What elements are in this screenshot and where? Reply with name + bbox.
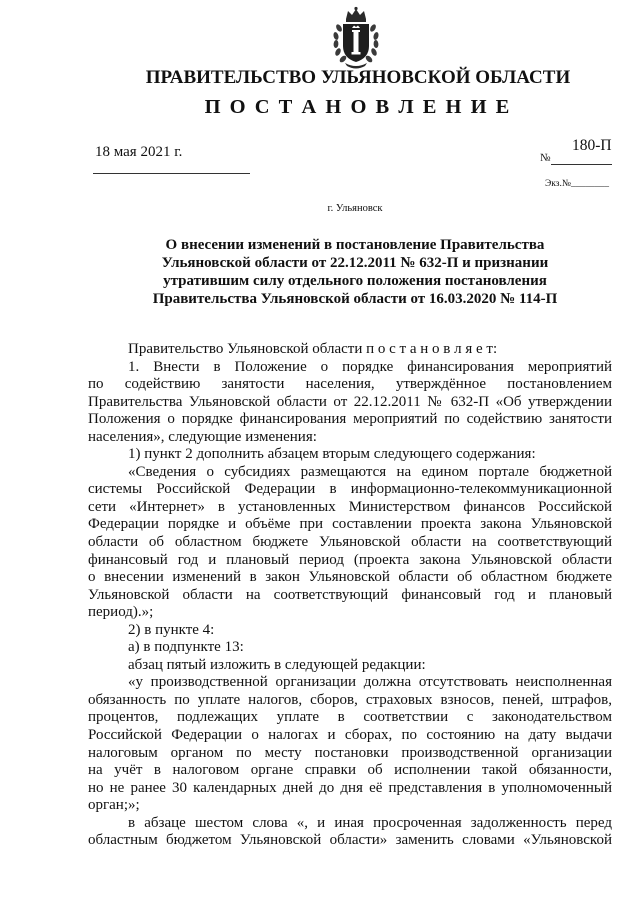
title-line: утратившим силу отдельного положения постановления [163,273,547,289]
body-line: «у производственной организации должна отсутствовать неисполненная [128,674,612,691]
title-line: О внесении изменений в постановление Правительства [165,237,545,253]
body-line: области об областном бюджете Ульяновской области на соответствующий [88,534,612,551]
body-line: Российской Федерации о налогах и сборах, по состоянию на дату выдачи [88,727,612,744]
body-line: на учёт в налоговом органе справки об исполнении такой обязанности, [88,762,612,779]
body-line: Правительства Ульяновской области от 22.12.2011 № 632-П «Об утверждении [88,393,612,410]
body-line: областным бюджетом Ульяновской области» заменить словами «Ульяновской [88,832,612,849]
body-line: населения», следующие изменения: [88,428,317,445]
body-line: финансовый год и плановый период (проекта закона Ульяновской области [88,551,612,568]
body-line: абзац пятый изложить в следующей редакции: [128,656,426,673]
body-line: сети «Интернет» в установленных Министерством финансов Российской [88,498,612,515]
body-line: по содействию занятости населения, утверждённое постановлением [88,376,612,393]
city: г. Ульяновск [327,203,383,214]
body-line: но не ранее 30 календарных дней до дня её представления в уполномоченный [88,779,612,796]
document-body [88,341,612,850]
body-line: налоговым органом по месту постановки производственной организации [88,744,612,761]
body-line: Ульяновской области на соответствующий финансовый год и плановый [88,586,612,603]
body-line: орган;»; [88,797,140,814]
document-date: 18 мая 2021 г. [95,144,183,160]
document-number: 180-П [572,137,612,154]
body-line: «Сведения о субсидиях размещаются на едином портале бюджетной [128,463,612,480]
body-line: процентов, подлежащих уплате в соответствии с законодательством [88,709,612,726]
body-line: период).»; [88,604,154,621]
body-line: а) в подпункте 13: [128,639,244,656]
organization-name: ПРАВИТЕЛЬСТВО УЛЬЯНОВСКОЙ ОБЛАСТИ [145,67,571,88]
body-line: 1) пункт 2 дополнить абзацем вторым следующего содержания: [128,446,536,463]
title-line: Ульяновской области от 22.12.2011 № 632-П и признании [161,255,549,271]
date-underline [93,173,250,174]
number-sign: № [540,152,551,164]
body-line: Федерации порядке и объёме при составлении проекта закона Ульяновской [88,516,612,533]
body-line: Положения о порядке финансирования мероприятий по содействию занятости [88,411,612,428]
number-underline [551,164,612,165]
title-line: Правительства Ульяновской области от 16.03.2020 № 114-П [152,291,558,307]
body-line: в абзаце шестом слова «, и иная просроченная задолженность перед [128,814,612,831]
body-line: 2) в пункте 4: [128,621,215,638]
body-line: о внесении изменений в закон Ульяновской области об областном бюджете [88,569,612,586]
body-line: обязанность по уплате налогов, сборов, страховых взносов, пеней, штрафов, [88,691,612,708]
document-title [90,236,620,308]
body-line: Правительство Ульяновской области п о с т а н о в л я е т: [128,341,498,357]
copy-number-label: Экз.№________ [545,179,609,189]
body-line: 1. Внести в Положение о порядке финансирования мероприятий [128,358,612,375]
body-line: системы Российской Федерации в информационно-телекоммуникационной [88,481,612,498]
coat-of-arms-icon [327,6,385,70]
document-type: П О С Т А Н О В Л Е Н И Е [204,96,512,118]
